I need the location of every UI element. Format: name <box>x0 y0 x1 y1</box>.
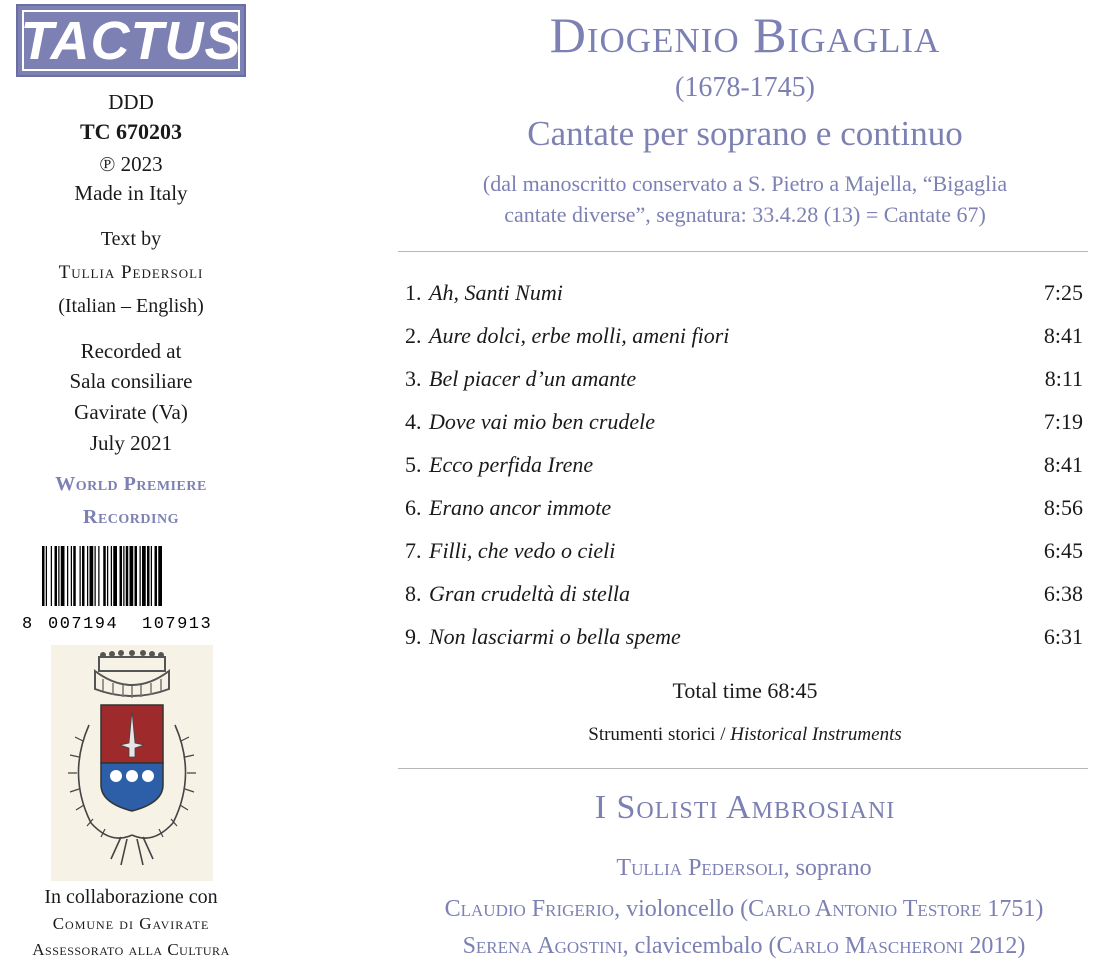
left-column <box>0 0 262 966</box>
composer-name: Diogenio Bigaglia <box>549 7 941 63</box>
track-duration: 8:41 <box>1043 323 1083 348</box>
barcode-digit-lead: 8 <box>22 615 33 634</box>
album-title: Cantate per soprano e continuo <box>527 114 963 153</box>
collab-line-3: Assessorato alla Cultura <box>32 940 230 959</box>
performer-harpsichord <box>392 933 1096 960</box>
track-number: 4. <box>405 409 422 434</box>
track-title: Ecco perfida Irene <box>429 452 594 477</box>
track-duration: 7:19 <box>1043 409 1083 434</box>
track-row <box>405 491 1083 534</box>
ensemble-name: I Solisti Ambrosiani <box>594 789 896 826</box>
ddd-label: DDD <box>108 90 154 114</box>
barcode-digits-left: 007194 <box>48 615 119 634</box>
track-row <box>405 276 1083 319</box>
barcode-bar <box>120 546 123 608</box>
track-title: Dove vai mio ben crudele <box>429 409 656 434</box>
gavirate-coat-of-arms <box>51 645 213 881</box>
source-note-line-1: (dal manoscritto conservato a S. Pietro a Majella, “Bigaglia <box>482 171 1008 196</box>
track-number: 2. <box>405 323 422 348</box>
barcode-bar <box>71 546 72 608</box>
track-row <box>405 534 1083 577</box>
performer-name: Serena Agostini <box>462 933 623 959</box>
performer-role: , soprano <box>783 855 872 881</box>
barcode-bar <box>155 546 158 608</box>
performer-name: Tullia Pedersoli <box>616 855 784 881</box>
barcode-bar <box>130 546 134 608</box>
instruments-separator: / <box>715 724 731 745</box>
track-title: Gran crudeltà di stella <box>429 581 631 606</box>
premiere-line-1: World Premiere <box>55 473 207 495</box>
performer-cello <box>392 896 1096 923</box>
barcode-digits-right: 107913 <box>142 615 213 634</box>
track-number: 3. <box>405 366 422 391</box>
track-number: 8. <box>405 581 422 606</box>
performer-instrument: (Carlo Antonio Testore 1751) <box>740 896 1044 922</box>
collab-line-1: In collaborazione con <box>44 886 218 908</box>
track-title: Filli, che vedo o cieli <box>429 538 616 563</box>
languages: (Italian – English) <box>58 295 204 317</box>
barcode-bar <box>73 546 76 608</box>
performer-role: , clavicembalo <box>622 933 769 959</box>
barcode-bar <box>90 546 94 608</box>
barcode <box>20 544 240 644</box>
town: Gavirate (Va) <box>74 400 188 424</box>
barcode-bar <box>123 546 124 608</box>
track-number: 6. <box>405 495 422 520</box>
composer-dates: (1678-1745) <box>675 72 815 103</box>
recorded-label: Recorded at <box>80 339 182 363</box>
track-number: 7. <box>405 538 422 563</box>
barcode-bar <box>61 546 65 608</box>
barcode-bar <box>140 546 141 608</box>
barcode-bar <box>80 546 81 608</box>
source-note <box>420 168 1070 230</box>
source-note-line-2: cantate diverse”, segnatura: 33.4.28 (13) = Cantate 67) <box>504 202 986 227</box>
divider-bottom <box>398 768 1088 769</box>
collab-line-2: Comune di Gavirate <box>52 914 210 933</box>
barcode-bar <box>142 546 146 608</box>
barcode-bar <box>151 546 152 608</box>
track-number: 9. <box>405 624 422 649</box>
track-row <box>405 448 1083 491</box>
track-row <box>405 319 1083 362</box>
barcode-bar <box>87 546 88 608</box>
track-duration: 8:11 <box>1044 366 1083 391</box>
track-duration: 8:41 <box>1043 452 1083 477</box>
track-title: Ah, Santi Numi <box>429 280 563 305</box>
track-duration: 6:45 <box>1043 538 1083 563</box>
divider-top <box>398 251 1088 252</box>
instruments-english: Historical Instruments <box>730 724 902 745</box>
barcode-bar <box>107 546 108 608</box>
barcode-bar <box>126 546 129 608</box>
catalog-number: TC 670203 <box>79 119 183 144</box>
venue: Sala consiliare <box>69 369 193 393</box>
recording-date: July 2021 <box>89 431 173 455</box>
track-title: Bel piacer d’un amante <box>429 366 637 391</box>
barcode-bar <box>55 546 58 608</box>
phonogram-year: ℗ 2023 <box>99 152 163 176</box>
track-title: Erano ancor immote <box>429 495 612 520</box>
barcode-bar <box>113 546 117 608</box>
track-row <box>405 362 1083 405</box>
track-number: 5. <box>405 452 422 477</box>
track-title: Aure dolci, erbe molli, ameni fiori <box>429 323 730 348</box>
tactus-logo <box>16 4 246 77</box>
barcode-bar <box>98 546 99 608</box>
barcode-bar <box>95 546 96 608</box>
text-by-name: Tullia Pedersoli <box>58 262 204 283</box>
instruments-note <box>400 724 1090 746</box>
logo-text: TACTUS <box>20 10 242 71</box>
track-title: Non lasciarmi o bella speme <box>429 624 681 649</box>
track-duration: 6:38 <box>1043 581 1083 606</box>
barcode-bar <box>135 546 138 608</box>
track-number: 1. <box>405 280 422 305</box>
performer-instrument: (Carlo Mascheroni 2012) <box>768 933 1026 959</box>
track-row <box>405 405 1083 448</box>
total-time: Total time 68:45 <box>672 678 818 703</box>
made-in: Made in Italy <box>74 181 188 205</box>
track-row <box>405 620 1083 663</box>
track-duration: 8:56 <box>1043 495 1083 520</box>
barcode-bar <box>147 546 150 608</box>
text-by-label: Text by <box>100 228 162 250</box>
track-duration: 6:31 <box>1043 624 1083 649</box>
barcode-bar <box>82 546 85 608</box>
track-row <box>405 577 1083 620</box>
shield-icon <box>101 705 163 811</box>
barcode-bar <box>67 546 68 608</box>
barcode-bar <box>51 546 52 608</box>
premiere-line-2: Recording <box>83 506 179 528</box>
instruments-italian: Strumenti storici <box>588 724 716 745</box>
performer-role: , violoncello <box>614 896 741 922</box>
barcode-bar <box>111 546 112 608</box>
track-duration: 7:25 <box>1043 280 1083 305</box>
performer-name: Claudio Frigerio <box>444 896 615 922</box>
barcode-bar <box>58 546 59 608</box>
performer-soprano <box>392 855 1096 882</box>
track-list <box>405 276 1083 663</box>
